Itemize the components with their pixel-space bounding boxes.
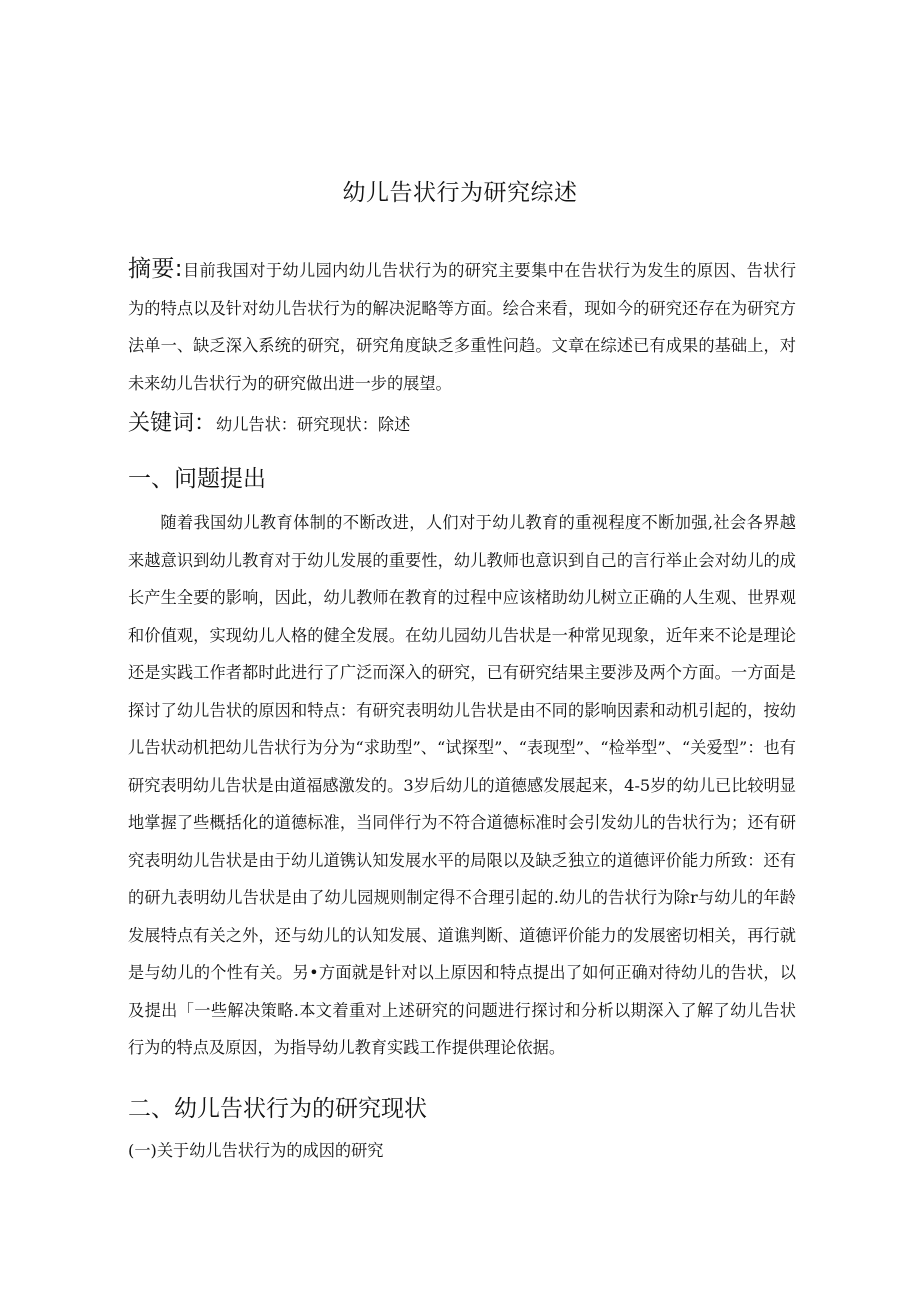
section-2-subheading: (一)关于幼儿告状行为的成因的研究 bbox=[128, 1141, 384, 1160]
document-title: 幼儿告状行为研究综述 bbox=[342, 180, 578, 206]
keywords-block bbox=[128, 406, 410, 443]
abstract-block bbox=[128, 251, 796, 402]
abstract-label: 摘要: bbox=[128, 256, 183, 282]
section-1-heading: 一、问题提出 bbox=[128, 466, 266, 492]
abstract-text: 目前我国对于幼儿园内幼儿告状行为的研究主要集中在告状行为发生的原因、告状行为的特点以及针对幼儿告状行为的解决泥略等方面。绘合来看，现如今的研究还存在为研究方法单一、缺乏深入系统的研究，研究角度缺乏多重性问趋。文章在综述已有成果的基础上，对未来幼儿告状行为的研究做出进一步的展望。 bbox=[128, 261, 797, 393]
keywords-label: 关键词： bbox=[128, 411, 217, 436]
keywords-text: 幼儿告状：研究现状：除述 bbox=[216, 415, 411, 434]
section-1-paragraph: 随着我国幼儿教育体制的不断改进，人们对于幼儿教育的重视程度不断加强,社会各界越来越意识到幼儿教育对于幼儿发展的重要性，幼儿教师也意识到自己的言行举止会对幼儿的成长产生全要的影响，因此，幼儿教师在教育的过程中应该楮助幼儿树立正确的人生观、世界观和价值观，实现幼儿人格的健全发展。在幼儿园幼儿告状是一种常见现象，近年来不论是理论还是实践工作者都时此进行了广泛而深入的研究，已有研究结果主要涉及两个方面。一方面是探讨了幼儿告状的原因和特点：有研究表明幼儿告状是由不同的影响因素和动机引起的，按幼儿告状动机把幼儿告状行为分为“求助型”、“试探型”、“表现型”、“检举型”、“关爱型”：也有研究表明幼儿告状是由道福感激发的。3岁后幼儿的道德感发展起来，4-5岁的幼儿已比较明显地掌握了些概括化的道德标准，当同伴行为不符合道德标准时会引发幼儿的告状行为；还有研究表明幼儿告状是由于幼儿道镌认知发展水平的局限以及缺乏独立的道德评价能力所致：还有的研九表明幼儿告状是由了幼儿园规则制定得不合理引起的.幼儿的告状行为除r与幼儿的年龄发展特点有关之外，还与幼儿的认知发展、道谯判断、道德评价能力的发展密切相关，再行就是与幼儿的个性有关。另•方面就是针对以上原因和特点提出了如何正确对待幼儿的告状，以及提出「一些解决策略.本文着重对上述研究的问题进行探讨和分析以期深入了解了幼儿告状行为的特点及原因，为指导幼儿教育实践工作提供理论依据。 bbox=[128, 513, 796, 1057]
section-2-heading: 二、幼儿告状行为的研究现状 bbox=[128, 1096, 427, 1122]
